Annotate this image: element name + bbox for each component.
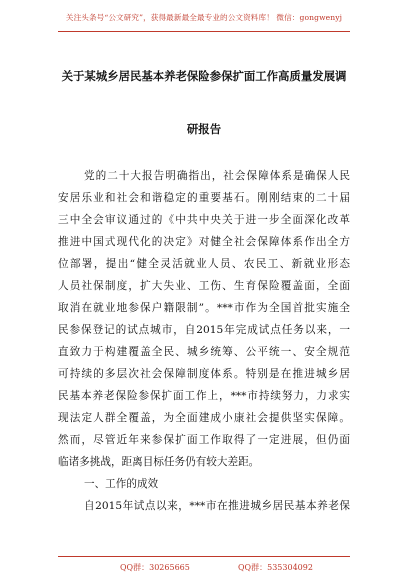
body-line: 取消在就业地参保户籍限制”。***市作为全国首批实施全 bbox=[58, 302, 350, 314]
document-title-line-2: 研报告 bbox=[186, 122, 222, 136]
body-line: 三中全会审议通过的《中共中央关于进一步全面深化改革 bbox=[58, 214, 350, 226]
body-line: 自2015年试点以来，***市在推进城乡居民基本养老保 bbox=[84, 500, 350, 512]
body-line: 直致力于构建覆盖全民、城乡统筹、公平统一、安全规范 bbox=[58, 346, 350, 358]
footer-qq-right: QQ群：535304092 bbox=[238, 563, 313, 572]
footer-rule bbox=[58, 556, 350, 557]
body-line: 民基本养老保险参保扩面工作上，***市持续努力，力求实 bbox=[58, 390, 350, 402]
body-line: 安居乐业和社会和谐稳定的重要基石。刚刚结束的二十届 bbox=[58, 192, 350, 204]
body-line: 现法定人群全覆盖，为全面建成小康社会提供坚实保障。 bbox=[58, 412, 350, 424]
document-title-line-1: 关于某城乡居民基本养老保险参保扩面工作高质量发展调 bbox=[61, 69, 347, 83]
body-line: 民参保登记的试点城市，自2015年完成试点任务以来，一 bbox=[58, 324, 350, 336]
body-line: 人员社保制度，扩大失业、工伤、生育保险覆盖面，全面 bbox=[58, 280, 350, 292]
body-line: 然而，尽管近年来参保扩面工作取得了一定进展，但仍面 bbox=[58, 434, 350, 446]
body-line: 推进中国式现代化的决定》对健全社会保障体系作出全方 bbox=[58, 236, 350, 248]
footer-qq-left: QQ群：30265665 bbox=[120, 563, 190, 572]
body-line: 位部署，提出“健全灵活就业人员、农民工、新就业形态 bbox=[58, 258, 350, 270]
body-line: 可持续的多层次社会保障制度体系。特别是在推进城乡居 bbox=[58, 368, 350, 380]
body-line: 临诸多挑战，距离目标任务仍有较大差距。 bbox=[58, 456, 260, 468]
body-line: 党的二十大报告明确指出，社会保障体系是确保人民 bbox=[84, 170, 350, 182]
header-watermark: 关注头条号“公文研究”，获得最新最全最专业的公文资料库！ 微信：gongwenyj bbox=[65, 13, 343, 22]
header-rule bbox=[58, 31, 350, 32]
section-heading: 一、工作的成效 bbox=[84, 478, 159, 490]
